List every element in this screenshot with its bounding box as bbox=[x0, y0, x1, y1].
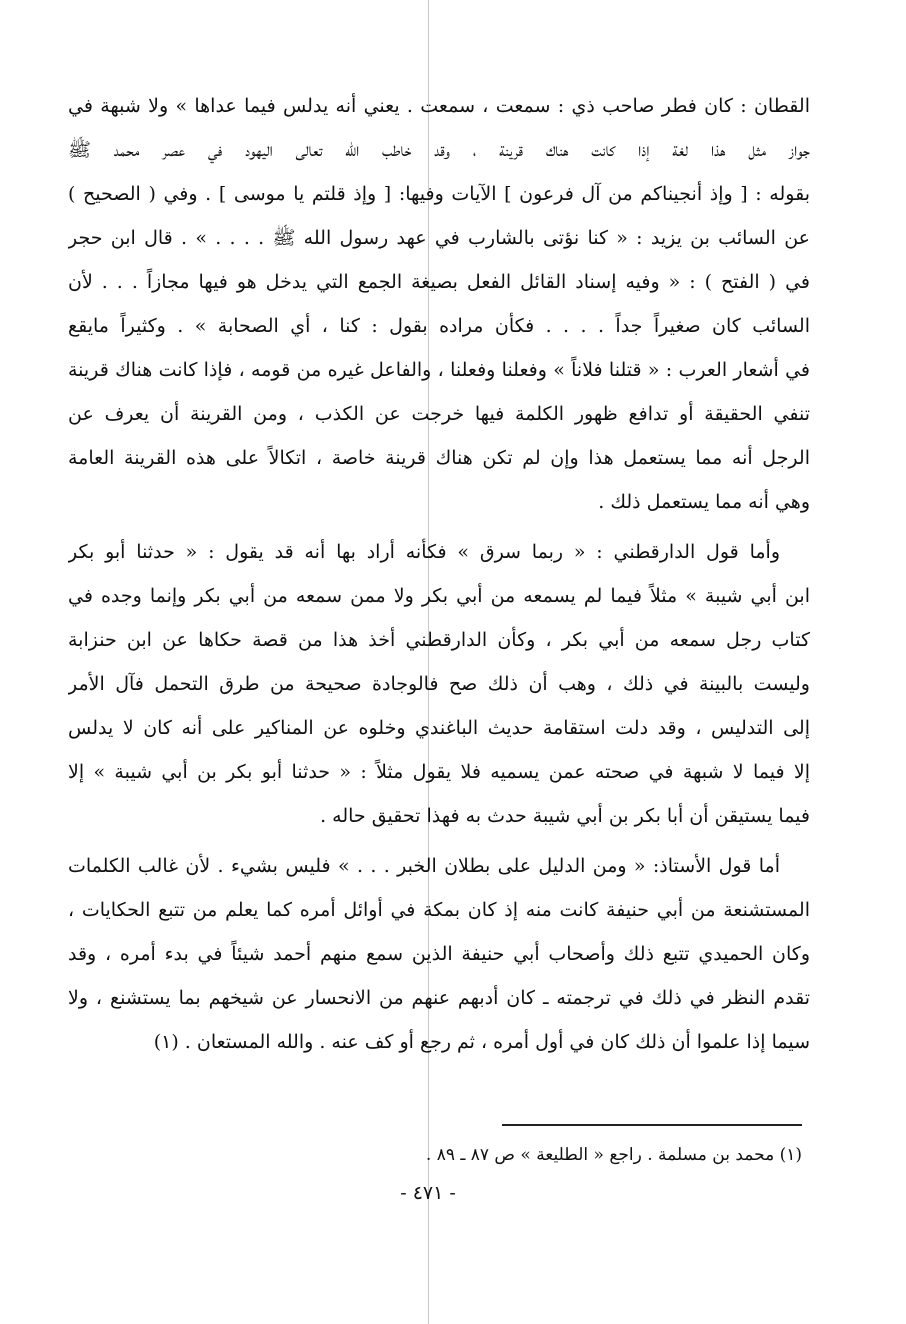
text-line: وهي أنه مما يستعمل ذلك . bbox=[598, 491, 810, 513]
text-line: جواز مثل هذا لغة إذا كانت هناك قرينة ، وقد خاطب الله تعالى اليهود في عصر محمد ﷺ bbox=[68, 139, 810, 161]
page-number: - ٤٧١ - bbox=[400, 1182, 456, 1204]
paragraph-start-line: وأما قول الدارقطني : « ربما سرق » فكأنه أراد بها أنه قد يقول : « حدثنا أبو بكر bbox=[68, 541, 780, 563]
footnote: (١) محمد بن مسلمة . راجع « الطليعة » ص ٨٧ ـ ٨٩ . bbox=[425, 1145, 802, 1165]
text-line: الرجل أنه مما يستعمل هذا وإن لم تكن هناك قرينة خاصة ، اتكالاً على هذه القرينة العامة bbox=[68, 447, 810, 469]
footnote-separator bbox=[502, 1124, 802, 1126]
text-line: إلى التدليس ، وقد دلت استقامة حديث الباغندي وخلوه عن المناكير على أنه كان لا يدلس bbox=[68, 717, 810, 739]
text-line: المستشنعة من أبي حنيفة كانت منه إذ كان بمكة في أوائل أمره كما يعلم من تتبع الحكايات ، bbox=[68, 899, 810, 921]
main-text bbox=[68, 86, 810, 1116]
text-line: سيما إذا علموا أن ذلك كان في أول أمره ، ثم رجع أو كف عنه . والله المستعان . (١) bbox=[153, 1031, 810, 1053]
text-line: عن السائب بن يزيد : « كنا نؤتى بالشارب في عهد رسول الله ﷺ . . . . » . قال ابن حجر bbox=[68, 227, 810, 249]
text-line: تقدم النظر في ذلك في ترجمته ـ كان أدبهم عنهم من الانحسار عن شيخهم بما يستشنع ، ولا bbox=[68, 987, 810, 1009]
text-line: في أشعار العرب : « قتلنا فلاناً » وفعلنا وفعلنا ، والفاعل غيره من قومه ، فإذا كانت هناك قرينة bbox=[68, 359, 810, 381]
paragraph-start-line: أما قول الأستاذ: « ومن الدليل على بطلان الخبر . . . » فليس بشيء . لأن غالب الكلمات bbox=[68, 855, 780, 877]
text-line: ابن أبي شيبة » مثلاً فيما لم يسمعه من أبي بكر ولا ممن سمعه من أبي بكر وإنما وجده في bbox=[68, 585, 810, 607]
text-line: فيما يستيقن أن أبا بكر بن أبي شيبة حدث به فهذا تحقيق حاله . bbox=[320, 805, 810, 827]
text-line: في ( الفتح ) : « وفيه إسناد القائل الفعل بصيغة الجمع التي يدخل هو فيها مجازاً . . . لأن bbox=[68, 271, 810, 293]
text-line: تنفي الحقيقة أو تدافع ظهور الكلمة فيها خرجت عن الكذب ، ومن القرينة أن يعرف عن bbox=[68, 403, 810, 425]
text-line: السائب كان صغيراً جداً . . . . فكأن مراده بقول : كنا ، أي الصحابة » . وكثيراً مايقع bbox=[68, 315, 810, 337]
text-line: إلا فيما لا شبهة في صحته عمن يسميه فلا يقول مثلاً : « حدثنا أبو بكر بن أبي شيبة » إلا bbox=[68, 761, 810, 783]
text-line: وكان الحميدي تتبع ذلك وأصحاب أبي حنيفة الذين سمع منهم أحمد شيئاً في بدء أمره ، وقد bbox=[68, 943, 810, 965]
text-line: بقوله : [ وإذ أنجيناكم من آل فرعون ] الآيات وفيها: [ وإذ قلتم يا موسى ] . وفي ( الصحيح ) bbox=[68, 183, 810, 205]
text-line: كتاب رجل سمعه من أبي بكر ، وكأن الدارقطني أخذ هذا من قصة حكاها عن ابن حنزابة bbox=[68, 629, 810, 651]
text-line: القطان : كان فطر صاحب ذي : سمعت ، سمعت . يعني أنه يدلس فيما عداها » ولا شبهة في bbox=[68, 95, 810, 117]
text-line: وليست بالبينة في ذلك ، وهب أن ذلك صح فالوجادة صحيحة من طرق التحمل فآل الأمر bbox=[68, 673, 810, 695]
